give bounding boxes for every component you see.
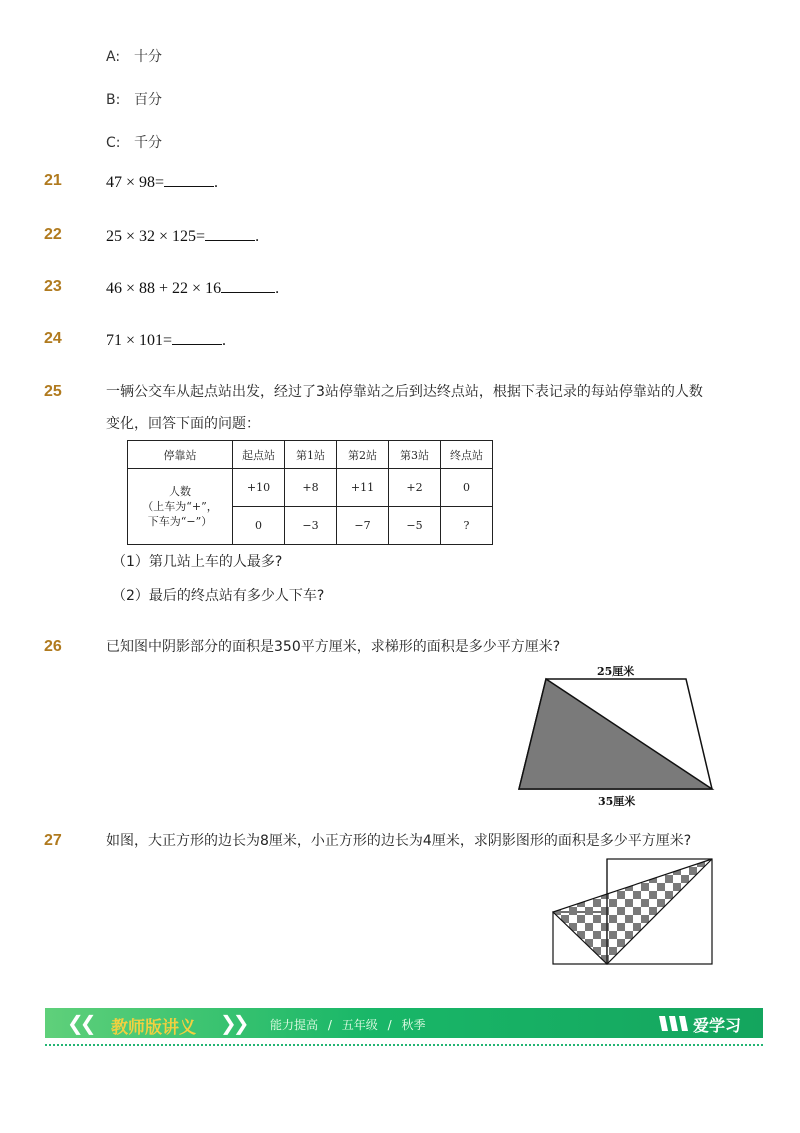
table-cell-down-3: −5: [389, 507, 441, 545]
option-a-label: A:: [106, 49, 121, 65]
table-cell-down-1: −3: [285, 507, 337, 545]
question-27-text: 如图，大正方形的边长为8厘米，小正方形的边长为4厘米，求阴影图形的面积是多少平方厘米?: [106, 833, 692, 849]
crumb-sep-2: /: [387, 1018, 392, 1032]
question-number-25: 25: [44, 383, 62, 400]
footer-banner: [45, 1008, 763, 1038]
table-header-end: 终点站: [441, 441, 493, 469]
q21-expr: 47 × 98=: [106, 174, 165, 191]
squares-figure: [550, 856, 716, 968]
footer-breadcrumb: [270, 1016, 425, 1033]
crumb-grade: 五年级: [341, 1018, 378, 1032]
crumb-season: 秋季: [401, 1018, 426, 1032]
table-cell-up-end: 0: [441, 469, 493, 507]
table-cell-up-2: +11: [337, 469, 389, 507]
question-number-21: 21: [44, 172, 62, 189]
option-b-text: 百分: [134, 92, 162, 108]
q22-expr: 25 × 32 × 125=: [106, 228, 206, 245]
table-row-label: [128, 469, 233, 545]
question-22-expression: 25 × 32 × 125= .: [106, 228, 260, 245]
table-header-stop2: 第2站: [337, 441, 389, 469]
table-cell-up-1: +8: [285, 469, 337, 507]
crumb-sep-1: /: [327, 1018, 332, 1032]
table-cell-down-end: ?: [441, 507, 493, 545]
answer-blank-22[interactable]: [205, 226, 255, 241]
table-cell-down-2: −7: [337, 507, 389, 545]
answer-blank-21[interactable]: [164, 172, 214, 187]
option-a[interactable]: [106, 46, 162, 66]
table-cell-up-start: +10: [233, 469, 285, 507]
table-header-stop1: 第1站: [285, 441, 337, 469]
table-cell-down-start: 0: [233, 507, 285, 545]
answer-blank-23[interactable]: [221, 278, 275, 293]
question-25-line2: 变化，回答下面的问题：: [106, 416, 260, 432]
question-25-line1: 一辆公交车从起点站出发，经过了3站停靠站之后到达终点站，根据下表记录的每站停靠站的人数: [106, 384, 703, 400]
question-24-expression: 71 × 101= .: [106, 332, 227, 349]
brand-name: 爱学习: [693, 1016, 742, 1035]
question-number-24: 24: [44, 330, 62, 347]
trapezoid-figure: [515, 676, 717, 794]
table-header-stop: 停靠站: [128, 441, 233, 469]
q24-expr: 71 × 101=: [106, 332, 173, 349]
trapezoid-top-label: 25厘米: [597, 665, 635, 678]
table-header-stop3: 第3站: [389, 441, 441, 469]
table-header-start: 起点站: [233, 441, 285, 469]
option-c-text: 千分: [134, 135, 162, 151]
row-label-line2: （上车为“+”，: [142, 500, 218, 513]
option-b[interactable]: [106, 89, 162, 109]
left-chevrons-icon: ❮❮: [67, 1011, 93, 1035]
question-23-expression: 46 × 88 + 22 × 16 .: [106, 280, 280, 297]
question-25-sub2: （2）最后的终点站有多少人下车?: [112, 588, 325, 604]
right-chevrons-icon: ❯❯: [220, 1011, 246, 1035]
option-c[interactable]: [106, 132, 162, 152]
question-number-26: 26: [44, 638, 62, 655]
crumb-level: 能力提高: [270, 1018, 319, 1032]
trapezoid-bottom-label: 35厘米: [598, 795, 636, 808]
option-a-text: 十分: [134, 49, 162, 65]
footer-dotted-divider: [45, 1044, 763, 1046]
question-number-22: 22: [44, 226, 62, 243]
option-c-label: C:: [106, 135, 121, 151]
question-25-sub1: （1）第几站上车的人最多?: [112, 554, 283, 570]
q23-expr: 46 × 88 + 22 × 16: [106, 280, 222, 297]
question-26-text: 已知图中阴影部分的面积是350平方厘米，求梯形的面积是多少平方厘米?: [106, 639, 561, 655]
answer-blank-24[interactable]: [172, 330, 222, 345]
row-label-line1: 人数: [169, 485, 191, 498]
footer-title: 教师版讲义: [111, 1018, 196, 1038]
table-cell-up-3: +2: [389, 469, 441, 507]
brand-logo-icon: [657, 1013, 691, 1033]
option-b-label: B:: [106, 92, 121, 108]
bus-stop-table: [127, 440, 493, 545]
question-21-expression: 47 × 98= .: [106, 174, 219, 191]
question-number-23: 23: [44, 278, 62, 295]
row-label-line3: 下车为“−”）: [147, 515, 213, 528]
question-number-27: 27: [44, 832, 62, 849]
